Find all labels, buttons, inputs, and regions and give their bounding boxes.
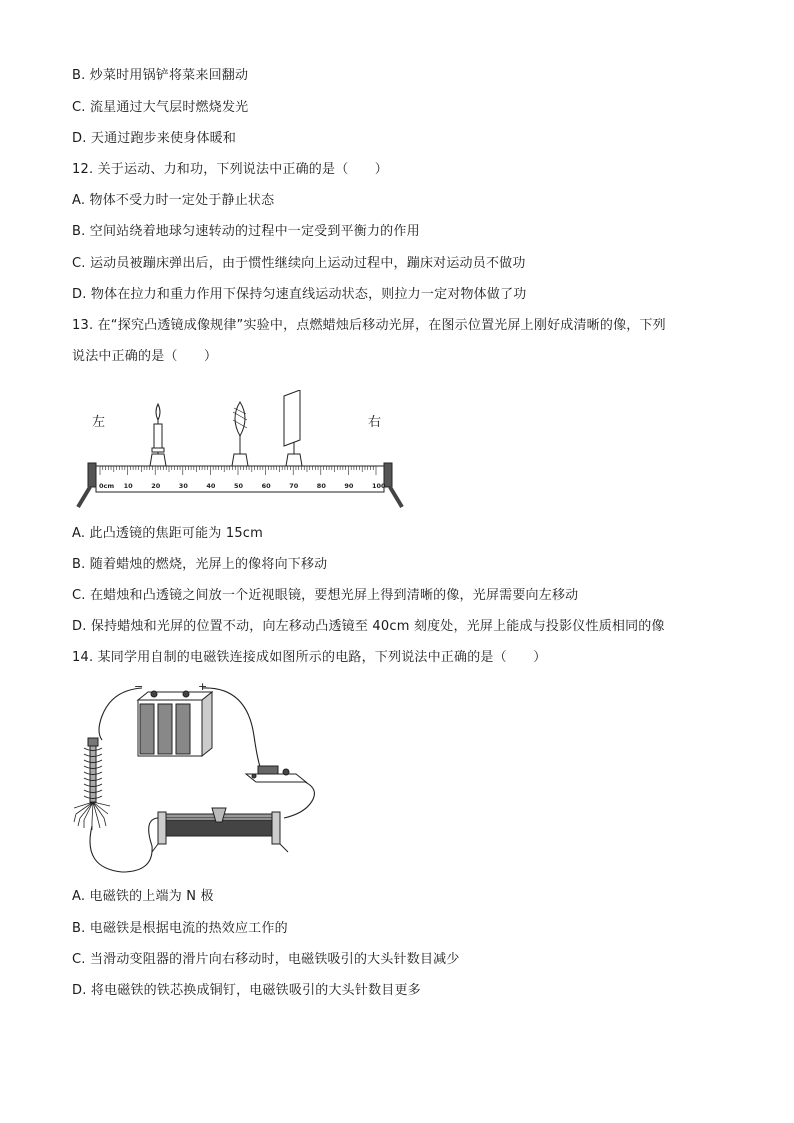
q12-option-b: B. 空间站绕着地球匀速转动的过程中一定受到平衡力的作用 (72, 224, 420, 239)
q12-option-c: C. 运动员被蹦床弹出后，由于惯性继续向上运动过程中，蹦床对运动员不做功 (72, 256, 526, 271)
ruler-tick-label: 40 (206, 482, 216, 490)
sliding-rheostat (152, 808, 288, 852)
ruler-tick-label: 100 (372, 482, 386, 490)
ruler-tick-label: 20 (151, 482, 161, 490)
q11-option-c: C. 流星通过大气层时燃烧发光 (72, 100, 249, 115)
electromagnet-circuit-figure (62, 676, 332, 881)
ruler-tick-label: 0cm (99, 482, 115, 490)
pins (74, 802, 110, 830)
q11-option-d: D. 天通过跑步来使身体暖和 (72, 131, 237, 146)
q13-option-d: D. 保持蜡烛和光屏的位置不动，向左移动凸透镜至 40cm 刻度处，光屏上能成与投影仪性质相同的像 (72, 619, 665, 634)
plus-sign: + (198, 680, 208, 693)
q12-option-d: D. 物体在拉力和重力作用下保持匀速直线运动状态，则拉力一定对物体做了功 (72, 287, 527, 302)
q13-stem-line2: 说法中正确的是（ ） (72, 349, 218, 364)
electromagnet-coil (74, 738, 110, 830)
ruler-tick-label: 30 (178, 482, 188, 490)
q12-stem: 12. 关于运动、力和功，下列说法中正确的是（ ） (72, 162, 389, 177)
q11-option-b: B. 炒菜时用锅铲将菜来回翻动 (72, 68, 249, 83)
q13-option-a: A. 此凸透镜的焦距可能为 15cm (72, 526, 264, 541)
ruler-tick-label: 60 (261, 482, 271, 490)
battery-pack (134, 680, 212, 756)
q14-option-d: D. 将电磁铁的铁芯换成铜钉，电磁铁吸引的大头针数目更多 (72, 983, 421, 998)
knife-switch (246, 766, 306, 782)
q14-option-c: C. 当滑动变阻器的滑片向右移动时，电磁铁吸引的大头针数目减少 (72, 952, 460, 967)
ruler-tick-label: 70 (289, 482, 299, 490)
holders (150, 454, 302, 466)
q14-option-b: B. 电磁铁是根据电流的热效应工作的 (72, 921, 288, 936)
candle-flame (156, 404, 160, 420)
label-left: 左 (92, 415, 106, 430)
wire-rheostat-to-coil (90, 818, 162, 872)
ruler-tick-label: 90 (344, 482, 354, 490)
convex-lens (233, 402, 247, 454)
wire-switch-to-rheostat (284, 778, 314, 818)
q14-stem: 14. 某同学用自制的电磁铁连接成如图所示的电路，下列说法中正确的是（ ） (72, 650, 547, 665)
ruler-tick-label: 50 (234, 482, 244, 490)
ruler-tick-label: 10 (123, 482, 133, 490)
light-screen (284, 390, 300, 454)
candle (152, 404, 164, 454)
label-right: 右 (368, 415, 382, 430)
wire-battery-to-coil (99, 688, 142, 740)
q14-option-a: A. 电磁铁的上端为 N 极 (72, 889, 214, 904)
minus-sign: − (134, 680, 144, 693)
q13-option-b: B. 随着蜡烛的燃烧，光屏上的像将向下移动 (72, 557, 328, 572)
q12-option-a: A. 物体不受力时一定处于静止状态 (72, 193, 275, 208)
q13-option-c: C. 在蜡烛和凸透镜之间放一个近视眼镜，要想光屏上得到清晰的像，光屏需要向左移动 (72, 588, 579, 603)
ruler-tick-label: 80 (316, 482, 326, 490)
q13-stem-line1: 13. 在“探究凸透镜成像规律”实验中，点燃蜡烛后移动光屏，在图示位置光屏上刚好成清晰的像，下列 (72, 318, 666, 333)
optical-bench-figure (70, 390, 410, 515)
